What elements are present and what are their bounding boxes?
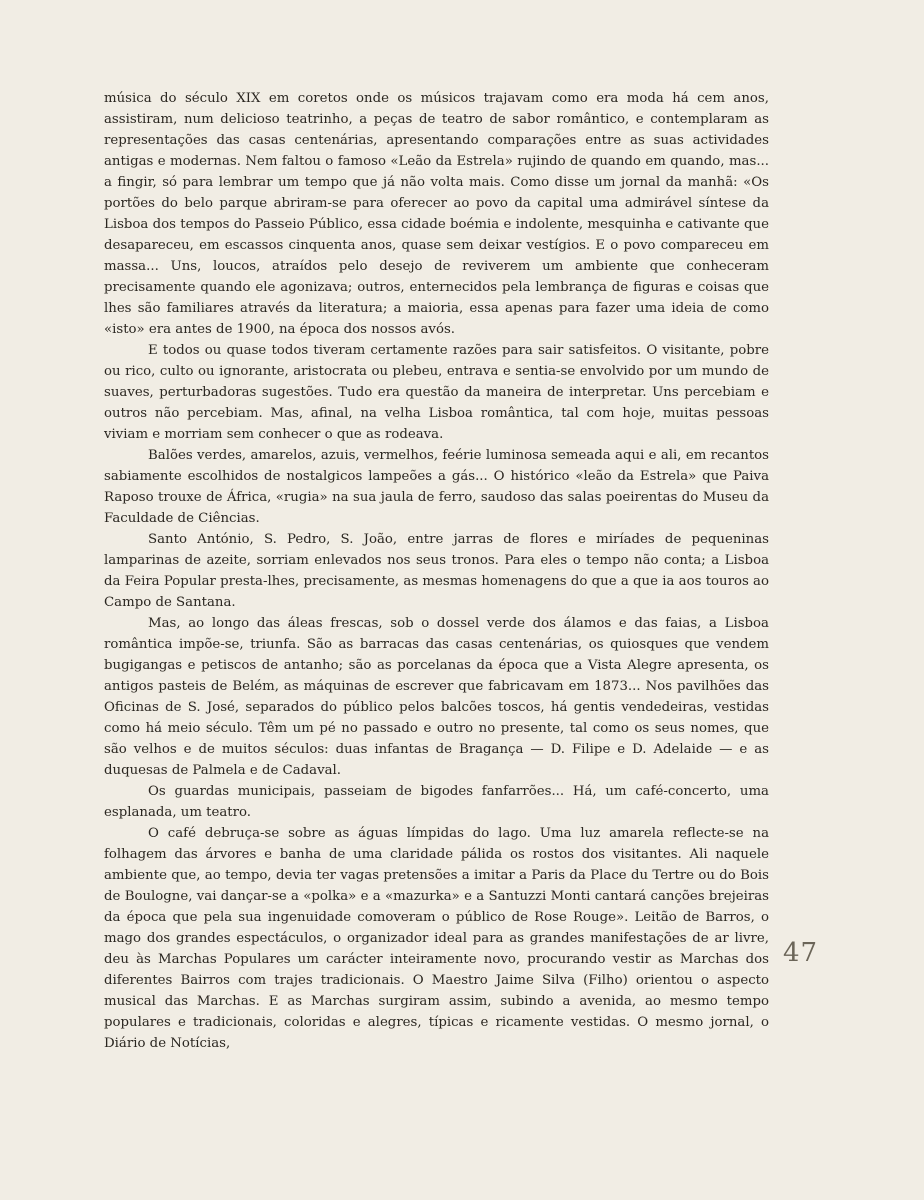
paragraph-5: Mas, ao longo das áleas frescas, sob o dossel verde dos álamos e das faias, a Lisboa romântica impõe-se, triunfa. São as barracas das casas centenárias, os quiosques que vendem bugigangas e petiscos de antanho; são as porcelanas da época que a Vista Alegre apresenta, os antigos pasteis de Belém, as máquinas de escrever que fabricavam em 1873... Nos pavilhões das Oficinas de S. José, separados do público pelos balcões toscos, há gentis vendedeiras, vestidas como há meio século. Têm um pé no passado e outro no presente, tal como os seus nomes, que são velhos e de muitos séculos: duas infantas de Bragança — D. Filipe e D. Adelaide — e as duquesas de Palmela e de Cadaval. [104, 616, 769, 778]
paragraph-4: Santo António, S. Pedro, S. João, entre jarras de flores e miríades de pequeninas lamparinas de azeite, sorriam enlevados nos seus tronos. Para eles o tempo não conta; a Lisboa da Feira Popular presta-lhes, precisamente, as mesmas homenagens do que a que ia aos touros ao Campo de Santana. [104, 532, 769, 610]
paragraph-6: Os guardas municipais, passeiam de bigodes fanfarrões... Há, um café-concerto, uma esplanada, um teatro. [104, 784, 769, 820]
paragraph-7: O café debruça-se sobre as águas límpidas do lago. Uma luz amarela reflecte-se na folhagem das árvores e banha de uma claridade pálida os rostos dos visitantes. Ali naquele ambiente que, ao tempo, devia ter vagas pretensões a imitar a Paris da Place du Tertre ou do Bois de Boulogne, vai dançar-se a «polka» e a «mazurka» e a Santuzzi Monti cantará canções brejeiras da época que pela sua ingenuidade comoveram o público de Rose Rouge». Leitão de Barros, o mago dos grandes espectáculos, o organizador ideal para as grandes manifestações de ar livre, deu às Marchas Populares um carácter inteiramente novo, procurando vestir as Marchas dos diferentes Bairros com trajes tradicionais. O Maestro Jaime Silva (Filho) orientou o aspecto musical das Marchas. E as Marchas surgiram assim, subindo a avenida, ao mesmo tempo populares e tradicionais, coloridas e alegres, típicas e ricamente vestidas. O mesmo jornal, o Diário de Notícias, [104, 826, 769, 1051]
paragraph-2: E todos ou quase todos tiveram certamente razões para sair satisfeitos. O visitante, pobre ou rico, culto ou ignorante, aristocrata ou plebeu, entrava e sentia-se envolvido por um mundo de suaves, perturbadoras sugestões. Tudo era questão da maneira de interpretar. Uns percebiam e outros não percebiam. Mas, afinal, na velha Lisboa romântica, tal com hoje, muitas pessoas viviam e morriam sem conhecer o que as rodeava. [104, 343, 769, 442]
page-number: 47 [783, 938, 819, 968]
paragraph-1: música do século XIX em coretos onde os músicos trajavam como era moda há cem anos, assistiram, num delicioso teatrinho, a peças de teatro de sabor romântico, e contemplaram as representações das casas centenárias, apresentando comparações entre as suas actividades antigas e modernas. Nem faltou o famoso «Leão da Estrela» rujindo de quando em quando, mas... a fingir, só para lembrar um tempo que já não volta mais. Como disse um jornal da manhã: «Os portões do belo parque abriram-se para oferecer ao povo da capital uma admirável síntese da Lisboa dos tempos do Passeio Público, essa cidade boémia e indolente, mesquinha e cativante que desapareceu, em escassos cinquenta anos, quase sem deixar vestígios. E o povo compareceu em massa... Uns, loucos, atraídos pelo desejo de reviverem um ambiente que conheceram precisamente quando ele agonizava; outros, enternecidos pela lembrança de figuras e coisas que lhes são familiares através da literatura; a maioria, essa apenas para fazer uma ideia de como «isto» era antes de 1900, na época dos nossos avós. [104, 91, 769, 337]
paragraph-3: Balões verdes, amarelos, azuis, vermelhos, feérie luminosa semeada aqui e ali, em recantos sabiamente escolhidos de nostalgicos lampeões a gás... O histórico «leão da Estrela» que Paiva Raposo trouxe de África, «rugia» na sua jaula de ferro, saudoso das salas poeirentas do Museu da Faculdade de Ciências. [104, 448, 769, 526]
page-body [104, 88, 769, 1054]
